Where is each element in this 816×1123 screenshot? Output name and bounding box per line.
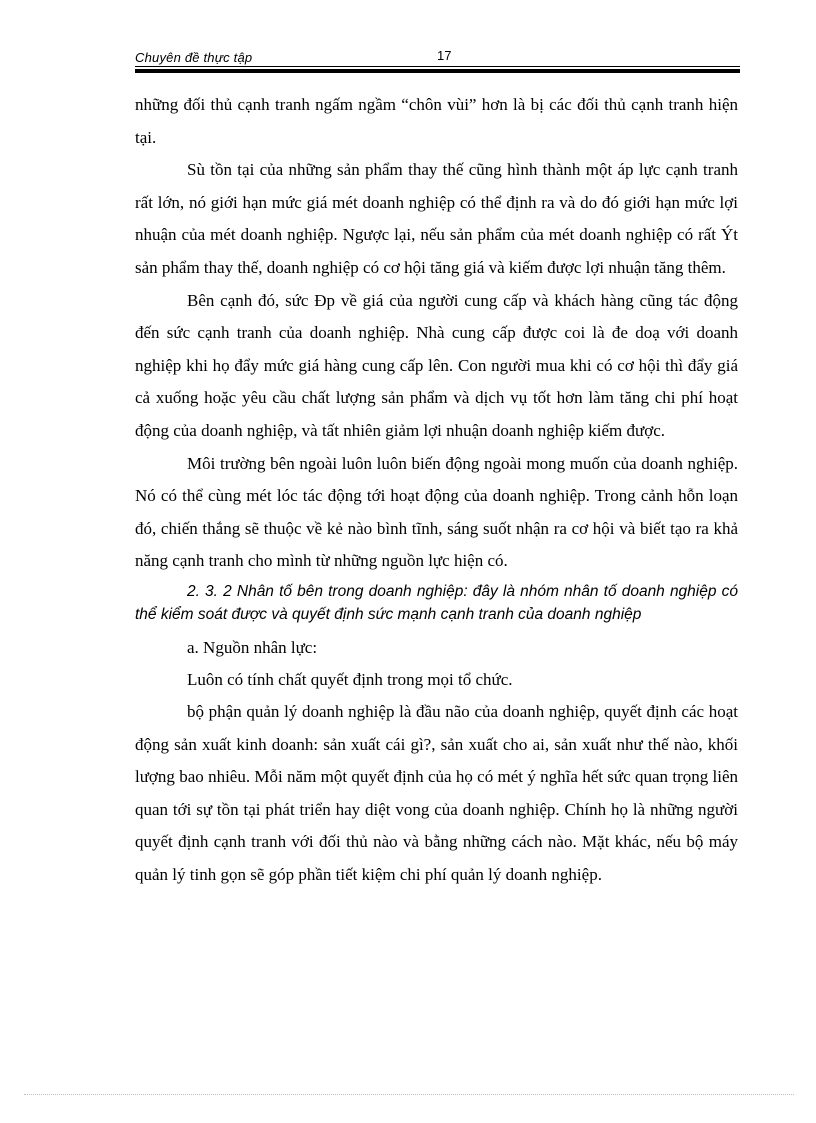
paragraph-substitutes: Sù tồn tại của những sản phẩm thay thế cũng hình thành một áp lực cạnh tranh rất lớn, nó giới hạn mức giá mét doanh nghiệp có thể định ra và do đó giới hạn mức lợi nhuận của mét doanh nghiệp. Ngược lại, nếu sản phẩm của mét doanh nghiệp có rất Ýt sản phẩm thay thế, doanh nghiệp có cơ hội tăng giá và kiếm được lợi nhuận tăng thêm. [135, 160, 738, 277]
subsection-label: a. Nguồn nhân lực: [187, 637, 318, 657]
header-rule-thick [135, 69, 740, 73]
page-bottom-border [24, 1094, 794, 1095]
header-rule-thin [135, 66, 740, 67]
document-body [135, 89, 738, 891]
paragraph-continuation: những đối thủ cạnh tranh ngấm ngầm “chôn vùi” hơn là bị các đối thủ cạnh tranh hiện tại. [135, 95, 738, 147]
page-number: 17 [437, 48, 452, 63]
paragraph-bargaining-power: Bên cạnh đó, sức Ðp về giá của người cung cấp và khách hàng cũng tác động đến sức cạnh tranh của doanh nghiệp. Nhà cung cấp được coi là đe doạ với doanh nghiệp khi họ đẩy mức giá hàng cung cấp lên. Con người mua khi có cơ hội thì đẩy giá cả xuống hoặc yêu cầu chất lượng sản phẩm và dịch vụ tốt hơn làm tăng chi phí hoạt động của doanh nghiệp, và tất nhiên giảm lợi nhuận doanh nghiệp kiếm được. [135, 290, 738, 440]
section-heading: 2. 3. 2 Nhân tố bên trong doanh nghiệp: đây là nhóm nhân tố doanh nghiệp có thể kiểm soát được và quyết định sức mạnh cạnh tranh của doanh nghiệp [135, 582, 738, 623]
header-title: Chuyên đề thực tập [135, 50, 253, 65]
subsection-text: Luôn có tính chất quyết định trong mọi tổ chức. [187, 669, 513, 689]
paragraph-management: bộ phận quản lý doanh nghiệp là đầu não của doanh nghiệp, quyết định các hoạt động sản xuất kinh doanh: sản xuất cái gì?, sản xuất cho ai, sản xuất như thế nào, khối lượng bao nhiêu. Mỗi năm một quyết định của họ có mét ý nghĩa hết sức quan trọng liên quan tới sự tồn tại phát triển hay diệt vong của doanh nghiệp. Chính họ là những người quyết định cạnh tranh với đối thủ nào và bằng những cách nào. Mặt khác, nếu bộ máy quản lý tinh gọn sẽ góp phần tiết kiệm chi phí quản lý doanh nghiệp. [135, 701, 738, 884]
paragraph-external-environment: Môi trường bên ngoài luôn luôn biến động ngoài mong muốn của doanh nghiệp. Nó có thể cùng mét lóc tác động tới hoạt động của doanh nghiệp. Trong cảnh hỗn loạn đó, chiến thắng sẽ thuộc về kẻ nào bình tĩnh, sáng suốt nhận ra cơ hội và biết tạo ra khả năng cạnh tranh cho mình từ những nguồn lực hiện có. [135, 453, 738, 571]
